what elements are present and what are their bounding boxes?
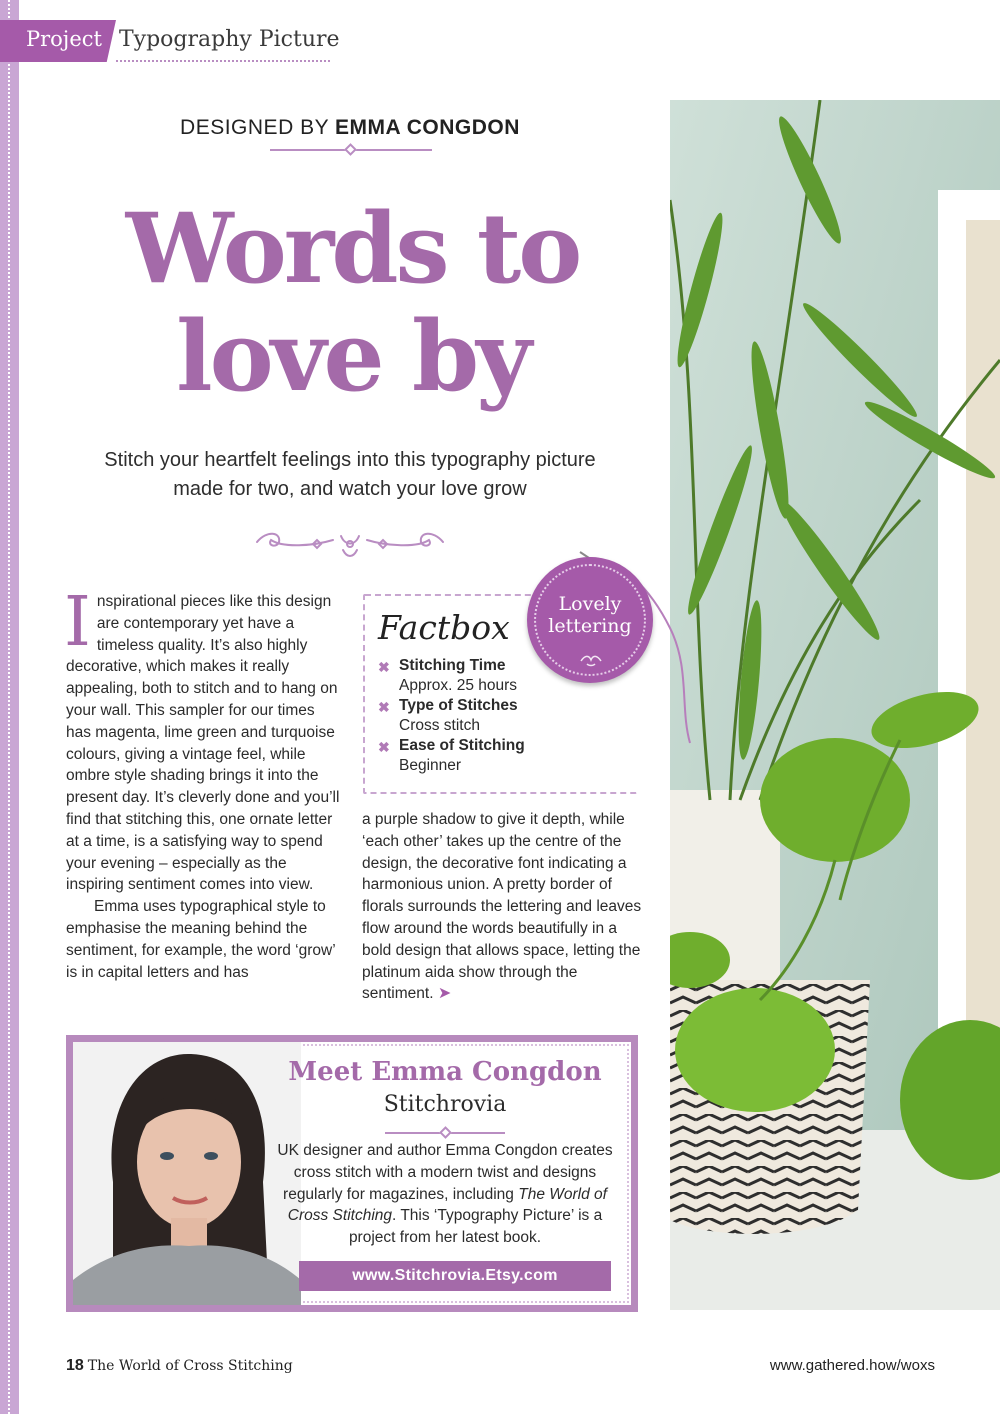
meet-body-end: . This ‘Typography Picture’ is a project from her latest book. (348, 1207, 603, 1247)
fact-item (378, 696, 578, 736)
fact-value: Beginner (399, 757, 462, 774)
magazine-name: The World of Cross Stitching (87, 1358, 293, 1374)
body-paragraph-1-text: nspirational pieces like this design are contemporary yet have a timeless quality. It’s also highly decorative, which makes it really appealing, both to stitch and to hang on your wall. This sampler for our times has magenta, lime green and turquoise colours, giving a vintage feel, while ombre style shading brings it into the present day. It’s cleverly done and you’ll find that stitching this, one ornate letter at a time, is a satisfying way to spend your evening – especially as the inspiring sentiment comes into view. (66, 593, 340, 894)
cross-stitch-icon: ✖ (378, 659, 390, 675)
designer-portrait (73, 1042, 301, 1305)
fact-label: Stitching Time (399, 657, 506, 674)
fact-label: Type of Stitches (399, 697, 518, 714)
body-paragraph-1 (64, 583, 342, 896)
designer-prefix: DESIGNED BY (180, 116, 329, 139)
plant-photo-illustration (670, 100, 1000, 1310)
diamond-ornament-icon (344, 143, 357, 156)
standfirst (90, 446, 610, 504)
portrait-illustration (73, 1042, 301, 1305)
designer-name: EMMA CONGDON (335, 116, 520, 139)
footer-url[interactable]: www.gathered.how/woxs (769, 1357, 935, 1374)
fact-value: Cross stitch (399, 717, 480, 734)
lovely-lettering-badge (527, 557, 653, 683)
fact-label: Ease of Stitching (399, 737, 525, 754)
standfirst-line-1: Stitch your heartfelt feelings into this typography picture (104, 449, 596, 471)
body-paragraph-2-start: Emma uses typographical style to emphasise the meaning behind the sentiment, for example, the word ‘grow’ is in capital letters and has (66, 898, 336, 981)
meet-body-start: UK designer and author Emma Congdon creates cross stitch with a modern twist and designs regularly for magazines, including (277, 1142, 613, 1203)
badge-ornament-icon (579, 653, 603, 667)
meet-body (277, 1140, 613, 1249)
footer-folio (66, 1357, 293, 1375)
page-number: 18 (66, 1357, 84, 1374)
etsy-link[interactable]: www.Stitchrovia.Etsy.com (299, 1261, 611, 1291)
fact-item (378, 736, 578, 776)
designer-credit (130, 116, 570, 140)
title-line-1: Words to (125, 192, 580, 305)
page-title (60, 192, 645, 413)
left-stitch-stripe (0, 0, 19, 1414)
meet-body-magazine: The World of Cross Stitching (287, 1185, 607, 1225)
factbox-list (378, 656, 578, 776)
badge-line-1: Lovely (558, 593, 622, 615)
fact-value: Approx. 25 hours (399, 677, 518, 694)
meet-title: Meet Emma Congdon (288, 1057, 602, 1087)
factbox-title: Factbox (378, 608, 510, 647)
body-column-right (362, 809, 642, 1005)
drop-cap: I (64, 583, 91, 662)
section-tab-label: Project (26, 27, 102, 51)
flourish-ornament-icon (253, 522, 447, 564)
cross-stitch-icon: ✖ (378, 699, 390, 715)
title-line-2: love by (176, 300, 529, 413)
body-column-left (64, 583, 342, 983)
meet-subtitle: Stitchrovia (383, 1092, 507, 1117)
section-name: Typography Picture (119, 27, 340, 52)
standfirst-line-2: made for two, and watch your love grow (173, 478, 527, 500)
body-paragraph-2-end: a purple shadow to give it depth, while ‘each other’ takes up the centre of the design, the decorative font indicating a harmonious union. A pretty border of florals surrounds the lettering and leaves flow around the words beautifully in a bold design that allows space, letting the platinum aida show through the sentiment. (362, 811, 642, 1003)
continue-arrow-icon: ➤ (437, 985, 452, 1003)
cross-stitch-icon: ✖ (378, 739, 390, 755)
badge-text (527, 593, 653, 637)
header-dotted-rule (116, 60, 330, 62)
badge-line-2: lettering (548, 615, 632, 637)
plant-photo (670, 100, 1000, 1310)
